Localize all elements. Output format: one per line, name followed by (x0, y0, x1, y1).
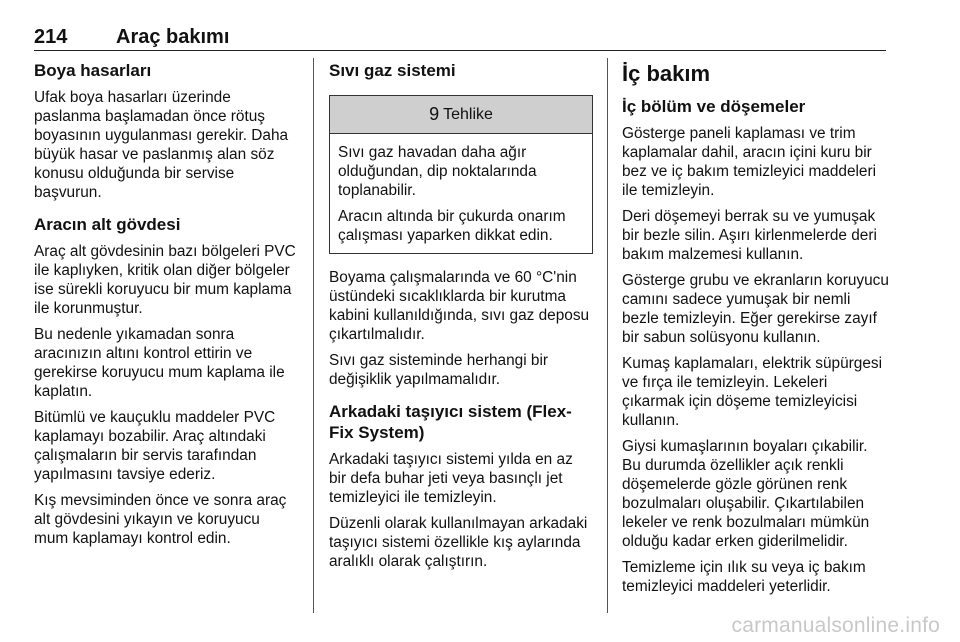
column-left (34, 60, 298, 555)
column-middle (329, 60, 593, 578)
paragraph: Boyama çalışmalarında ve 60 °C'nin üstündeki sıcaklıklarda bir kurutma kabini kullanıldığında, sıvı gaz deposu çıkartılmalıdır. (329, 269, 590, 343)
paragraph: Bitümlü ve kauçuklu maddeler PVC kaplamayı bozabilir. Araç altındaki çalışmaların bir servis tarafından yapılmasını tavsiye ederiz. (34, 409, 276, 483)
paragraph: Deri döşemeyi berrak su ve yumuşak bir bezle silin. Aşırı kirlenmelerde deri bakım malzemesi kullanın. (622, 208, 877, 263)
heading-lpg-system: Sıvı gaz sistemi (329, 61, 456, 80)
column-right (622, 60, 890, 603)
heading-underbody: Aracın alt gövdesi (34, 215, 181, 234)
paragraph: Bu nedenle yıkamadan sonra aracınızın altını kontrol ettirin ve gerekirse koruyucu mum kaplama ile kaplatın. (34, 326, 285, 400)
danger-box-header (330, 96, 592, 134)
paragraph: Giysi kumaşlarının boyaları çıkabilir. Bu durumda özellikler açık renkli döşemelerde gözle görünen renk bozulmaları oluşabilir. Çıkartılabilen lekeler ve renk bozulmaları mümkün olduğu kadar erken giderilmelidir. (622, 438, 870, 550)
paragraph: Sıvı gaz sisteminde herhangi bir değişiklik yapılmamalıdır. (329, 352, 549, 388)
paragraph: Aracın altında bir çukurda onarım çalışması yaparken dikkat edin. (338, 208, 566, 244)
danger-title: Tehlike (443, 106, 493, 123)
paragraph: Sıvı gaz havadan daha ağır olduğundan, dip noktalarında toplanabilir. (338, 144, 537, 199)
paragraph: Temizleme için ılık su veya iç bakım temizleyici maddeleri yeterlidir. (622, 559, 866, 595)
page-header (34, 26, 886, 51)
danger-box (329, 95, 593, 254)
chapter-title: Araç bakımı (116, 26, 230, 48)
warning-triangle-icon: 9 (429, 104, 440, 124)
page-number: 214 (34, 26, 68, 48)
heading-paint-damage: Boya hasarları (34, 61, 152, 80)
column-divider (607, 58, 608, 613)
paragraph: Gösterge grubu ve ekranların koruyucu camını sadece yumuşak bir nemli bezle temizleyin. Eğer gerekirse zayıf bir sabun solüsyonu kullanın. (622, 272, 889, 346)
danger-box-body (330, 134, 592, 253)
paragraph: Ufak boya hasarları üzerinde paslanma başlamadan önce rötuş boyasının uygulanması gerekir. Daha büyük hasar ve paslanmış alan söz konusu olduğunda bir servise başvurun. (34, 89, 289, 201)
paragraph: Kumaş kaplamaları, elektrik süpürgesi ve fırça ile temizleyin. Lekeleri çıkarmak için döşeme temizleyicisi kullanın. (622, 355, 883, 429)
paragraph: Araç alt gövdesinin bazı bölgeleri PVC ile kaplıyken, kritik olan diğer bölgeler ise sürekli koruyucu bir mum kaplama ile korunmuştur. (34, 243, 296, 317)
heading-interior-upholstery: İç bölüm ve döşemeler (622, 97, 806, 116)
heading-interior-care: İç bakım (622, 61, 711, 86)
paragraph: Gösterge paneli kaplaması ve trim kaplamalar dahil, aracın içini kuru bir bez ve iç bakım temizleyici maddeleri ile temizleyin. (622, 125, 877, 199)
heading-flex-fix: Arkadaki taşıyıcı sistem (Flex-Fix System) (329, 402, 572, 442)
watermark: carmanualsonline.info (731, 614, 940, 637)
paragraph: Düzenli olarak kullanılmayan arkadaki taşıyıcı sistemi özellikle kış aylarında aralıklı olarak çalıştırın. (329, 515, 588, 570)
paragraph: Arkadaki taşıyıcı sistemi yılda en az bir defa buhar jeti veya basınçlı jet temizleyici ile temizleyin. (329, 451, 573, 506)
column-divider (313, 58, 314, 613)
paragraph: Kış mevsiminden önce ve sonra araç alt gövdesini yıkayın ve koruyucu mum kaplamayı kontrol edin. (34, 492, 287, 547)
